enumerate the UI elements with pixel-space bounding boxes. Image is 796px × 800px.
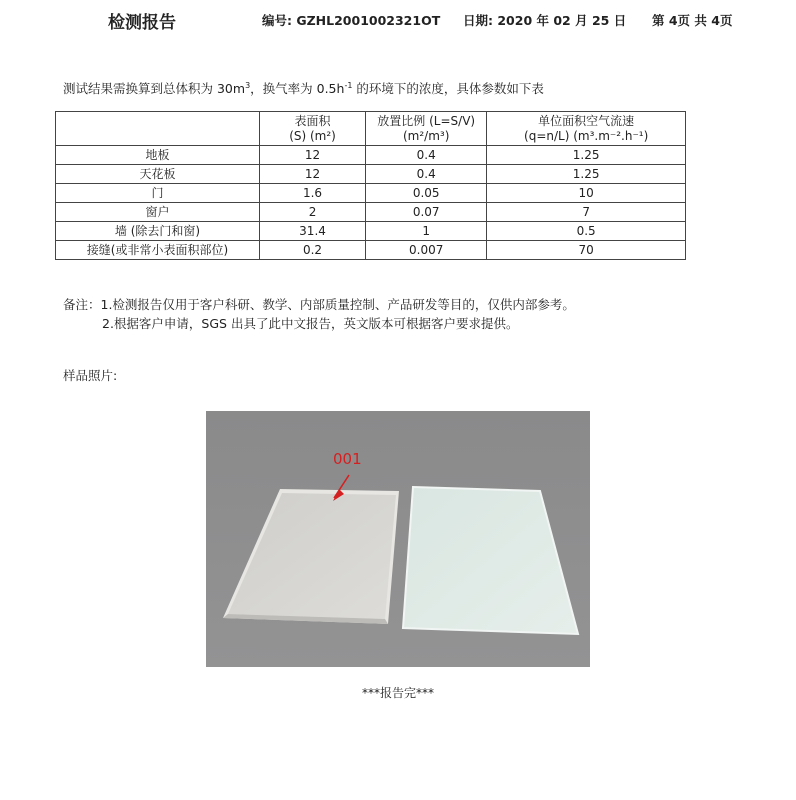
- table-cell: 12: [259, 146, 365, 165]
- header-cell-air-flow: [487, 112, 686, 146]
- sample-photo: [206, 411, 590, 667]
- header-cell-line1: 放置比例 (L=S/V): [377, 113, 476, 128]
- header-cell: [56, 112, 260, 146]
- table-header-row: [56, 112, 686, 146]
- table-row: [56, 241, 686, 260]
- table-cell: 12: [259, 165, 365, 184]
- table-cell: 墙 (除去门和窗): [56, 222, 260, 241]
- table-cell: 0.5: [487, 222, 686, 241]
- intro-sup-b: -1: [344, 80, 353, 90]
- table-row: [56, 165, 686, 184]
- header-cell-line1: 单位面积空气流速: [538, 113, 635, 128]
- table-cell: 0.05: [366, 184, 487, 203]
- table-row: [56, 184, 686, 203]
- parameter-table: [55, 111, 686, 260]
- header-cell-line1: 表面积: [294, 113, 331, 128]
- report-end: ***报告完***: [362, 686, 435, 700]
- table-cell: 天花板: [56, 165, 260, 184]
- table-cell: 窗户: [56, 203, 260, 222]
- table-cell: 0.2: [259, 241, 365, 260]
- header-cell-loading-ratio: [366, 112, 487, 146]
- table-cell: 0.4: [366, 146, 487, 165]
- header-cell-surface-area: [259, 112, 365, 146]
- sample-photo-drawing: [206, 411, 590, 667]
- table-cell: 31.4: [259, 222, 365, 241]
- table-cell: 1.25: [487, 146, 686, 165]
- table-cell: 0.07: [366, 203, 487, 222]
- sample-tag: 001: [333, 450, 362, 468]
- intro-part-c: 的环境下的浓度，具体参数如下表: [352, 81, 544, 96]
- table-cell: 1: [366, 222, 487, 241]
- intro-part-b: ，换气率为 0.5h: [250, 81, 345, 96]
- table-row: [56, 222, 686, 241]
- table-cell: 1.6: [259, 184, 365, 203]
- photo-label: 样品照片:: [63, 368, 118, 383]
- table-cell: 10: [487, 184, 686, 203]
- table-row: [56, 203, 686, 222]
- report-number: 编号: GZHL2001002321OT: [262, 13, 441, 28]
- table-row: [56, 146, 686, 165]
- intro-text: [63, 79, 544, 97]
- table-cell: 0.007: [366, 241, 487, 260]
- table-cell: 2: [259, 203, 365, 222]
- header-cell-line2: (m²/m³): [403, 128, 450, 143]
- report-title: 检测报告: [108, 13, 176, 33]
- table-cell: 地板: [56, 146, 260, 165]
- page-indicator: 第 4页 共 4页: [652, 13, 733, 28]
- note-line-1: 备注：1.检测报告仅用于客户科研、教学、内部质量控制、产品研发等目的，仅供内部参考。: [63, 297, 575, 312]
- report-date: 日期: 2020 年 02 月 25 日: [463, 13, 627, 28]
- header-cell-line2: (q=n/L) (m³.m⁻².h⁻¹): [524, 128, 649, 143]
- table-cell: 接缝(或非常小表面积部位): [56, 241, 260, 260]
- note-line-2: 2.根据客户申请，SGS 出具了此中文报告，英文版本可根据客户要求提供。: [102, 316, 519, 331]
- table-cell: 0.4: [366, 165, 487, 184]
- table-cell: 7: [487, 203, 686, 222]
- intro-part-a: 测试结果需换算到总体积为 30m: [63, 81, 246, 96]
- table-cell: 1.25: [487, 165, 686, 184]
- table-cell: 70: [487, 241, 686, 260]
- table-cell: 门: [56, 184, 260, 203]
- header-cell-line2: (S) (m²): [289, 128, 336, 143]
- intro-sup-a: 3: [245, 80, 251, 90]
